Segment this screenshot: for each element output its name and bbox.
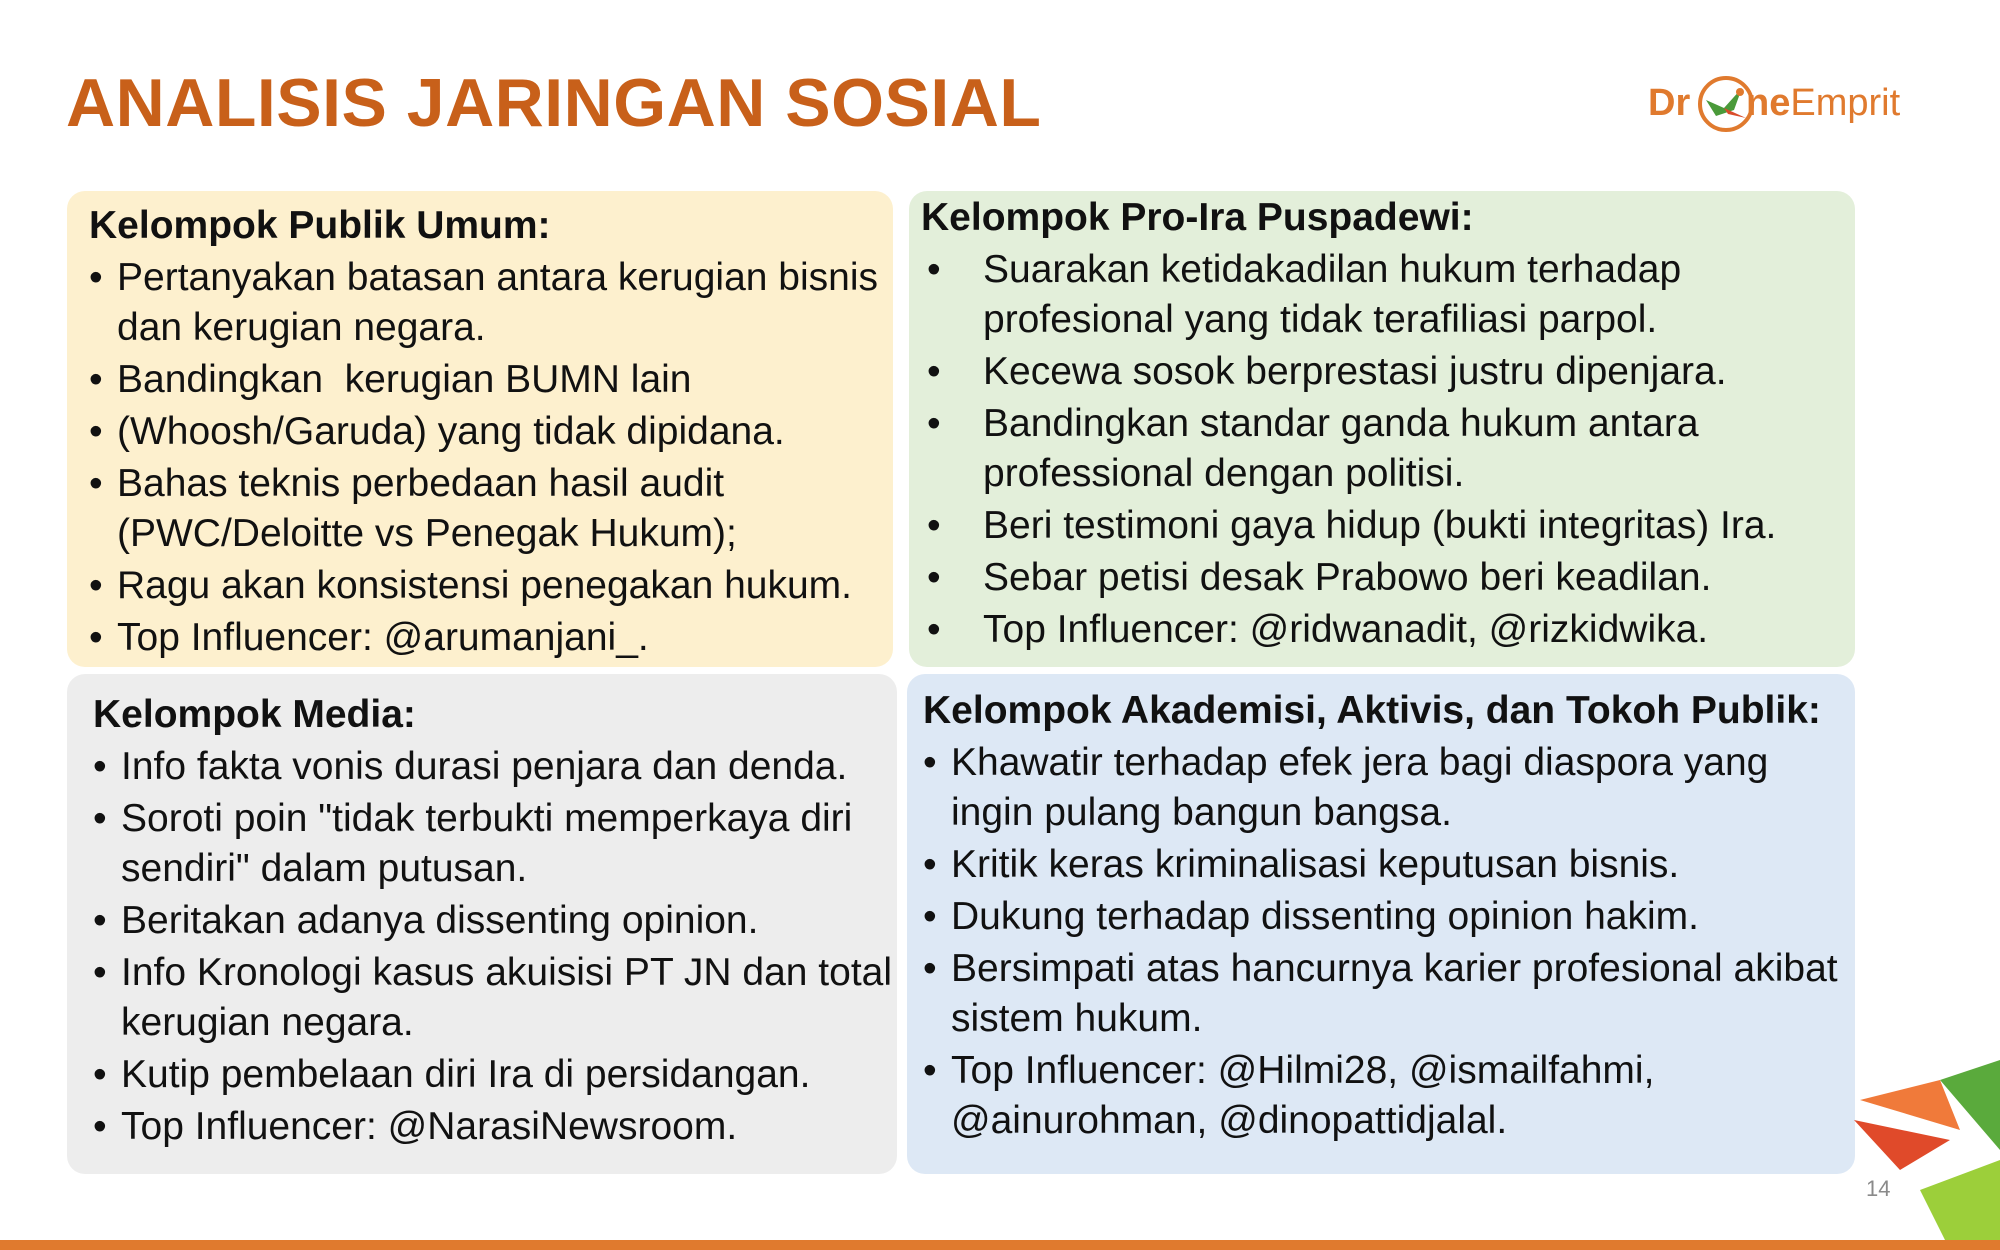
list-item: • Pertanyakan batasan antara kerugian bisnis dan kerugian negara. [89,256,889,349]
card-title: Kelompok Publik Umum: [89,204,551,247]
card-akademisi [907,674,1855,1174]
card-pro-ira [909,191,1855,667]
list-item: • Bandingkan standar ganda hukum antara professional dengan politisi. [927,402,1710,495]
page-number: 14 [1866,1176,1891,1201]
card-media [67,674,903,1174]
list-item: • Info fakta vonis durasi penjara dan denda. [93,745,848,788]
list-item: • Kutip pembelaan diri Ira di persidangan. [93,1053,811,1096]
list-item: • Top Influencer: @ridwanadit, @rizkidwika. [927,608,1709,651]
list-item: • (Whoosh/Garuda) yang tidak dipidana. [89,410,785,453]
logo-text-b: neEmprit [1746,82,1901,124]
slide-title: ANALISIS JARINGAN SOSIAL [66,65,1042,141]
list-item: • Kritik keras kriminalisasi keputusan bisnis. [923,843,1680,886]
bottom-accent-bar [0,1240,2000,1250]
card-publik-umum [67,191,893,667]
card-list [923,738,1855,1146]
list-item: • Bahas teknis perbedaan hasil audit (PWC/Deloitte vs Penegak Hukum); [89,462,737,555]
list-item: • Dukung terhadap dissenting opinion hakim. [923,895,1699,938]
list-item: • Suarakan ketidakadilan hukum terhadap profesional yang tidak terafiliasi parpol. [927,248,1692,341]
list-item: • Kecewa sosok berprestasi justru dipenjara. [927,350,1727,393]
logo-text-a: Dr [1648,82,1691,124]
card-list [89,253,893,663]
card-title: Kelompok Akademisi, Aktivis, dan Tokoh Publik: [923,689,1821,732]
list-item: • Bandingkan kerugian BUMN lain [89,358,692,401]
list-item: • Top Influencer: @NarasiNewsroom. [93,1105,738,1148]
list-item: • Ragu akan konsistensi penegakan hukum. [89,564,852,607]
card-list [93,742,903,1152]
list-item: • Bersimpati atas hancurnya karier profesional akibat sistem hukum. [923,947,1849,1040]
list-item: • Info Kronologi kasus akuisisi PT JN dan total kerugian negara. [93,951,903,1044]
list-item: • Top Influencer: @Hilmi28, @ismailfahmi, @ainurohman, @dinopattidjalal. [923,1049,1666,1142]
list-item: • Beri testimoni gaya hidup (bukti integritas) Ira. [927,504,1777,547]
list-item: • Top Influencer: @arumanjani_. [89,616,649,659]
card-title: Kelompok Pro-Ira Puspadewi: [921,196,1474,239]
drone-emprit-logo [1648,70,1914,146]
list-item: • Soroti poin "tidak terbukti memperkaya diri sendiri" dalam putusan. [93,797,864,890]
card-title: Kelompok Media: [93,693,416,736]
list-item: • Beritakan adanya dissenting opinion. [93,899,759,942]
list-item: • Sebar petisi desak Prabowo beri keadilan. [927,556,1712,599]
list-item: • Khawatir terhadap efek jera bagi diaspora yang ingin pulang bangun bangsa. [923,741,1780,834]
decorative-corner-graphic [1840,1040,2000,1250]
card-list [921,245,1855,655]
